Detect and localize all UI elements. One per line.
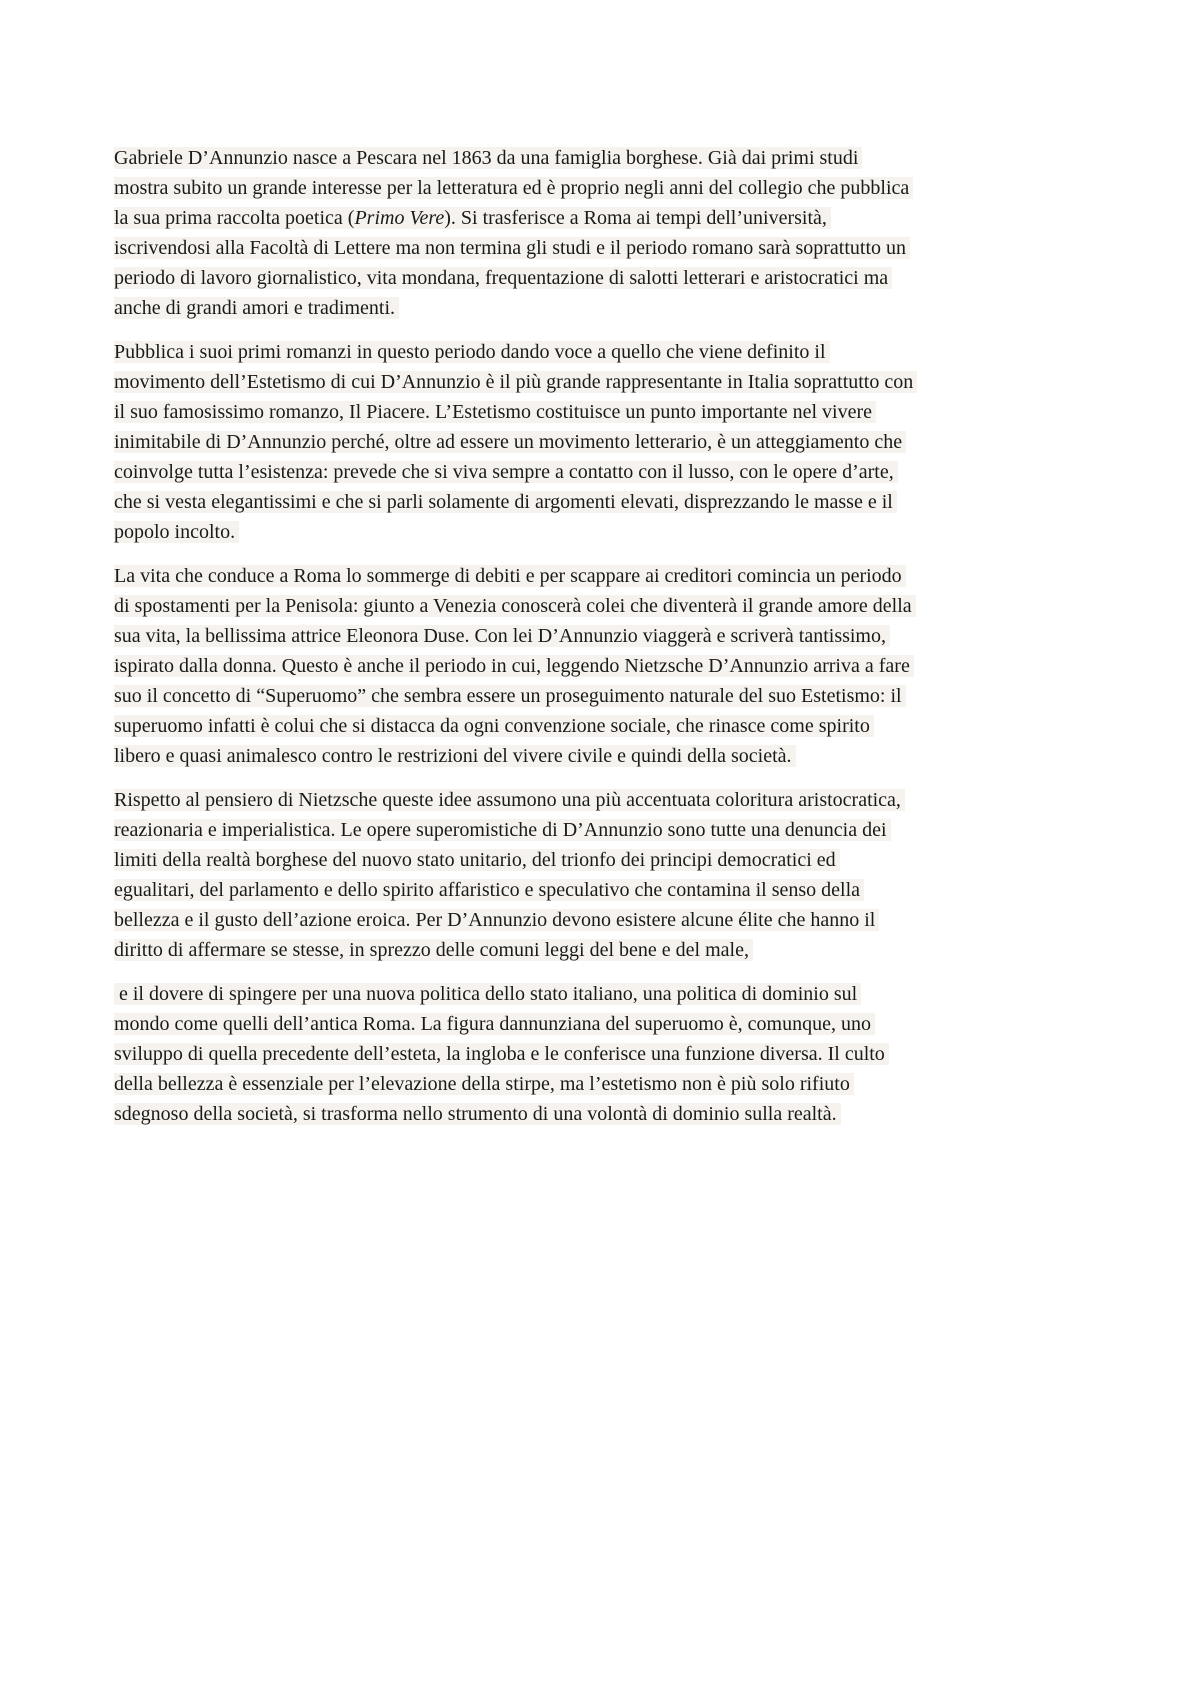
text-line: sua vita, la bellissima attrice Eleonora Duse. Con lei D’Annunzio viaggerà e scriverà tantissimo, [114, 621, 1114, 651]
text-line: Rispetto al pensiero di Nietzsche queste idee assumono una più accentuata coloritura aristocratica, [114, 785, 1114, 815]
text-line: mondo come quelli dell’antica Roma. La figura dannunziana del superuomo è, comunque, uno [114, 1009, 1114, 1039]
text-line: Gabriele D’Annunzio nasce a Pescara nel 1863 da una famiglia borghese. Già dai primi studi [114, 143, 1114, 173]
text-line: popolo incolto. [114, 517, 1114, 547]
text-line: inimitabile di D’Annunzio perché, oltre ad essere un movimento letterario, è un atteggiamento che [114, 427, 1114, 457]
text-line: Pubblica i suoi primi romanzi in questo periodo dando voce a quello che viene definito il [114, 337, 1114, 367]
paragraph [114, 143, 1114, 323]
text-line: il suo famosissimo romanzo, Il Piacere. L’Estetismo costituisce un punto importante nel vivere [114, 397, 1114, 427]
text-line: della bellezza è essenziale per l’elevazione della stirpe, ma l’estetismo non è più solo rifiuto [114, 1069, 1114, 1099]
book-title: Primo Vere [354, 207, 445, 229]
paragraph [114, 785, 1114, 965]
text-line: periodo di lavoro giornalistico, vita mondana, frequentazione di salotti letterari e aristocratici ma [114, 263, 1114, 293]
text-line: che si vesta elegantissimi e che si parli solamente di argomenti elevati, disprezzando le masse e il [114, 487, 1114, 517]
text-line: e il dovere di spingere per una nuova politica dello stato italiano, una politica di dominio sul [114, 979, 1114, 1009]
text-line: la sua prima raccolta poetica (Primo Vere). Si trasferisce a Roma ai tempi dell’università, [114, 203, 1114, 233]
text-line: limiti della realtà borghese del nuovo stato unitario, del trionfo dei principi democratici ed [114, 845, 1114, 875]
text-line: superuomo infatti è colui che si distacca da ogni convenzione sociale, che rinasce come spirito [114, 711, 1114, 741]
text-line: iscrivendosi alla Facoltà di Lettere ma non termina gli studi e il periodo romano sarà soprattutto un [114, 233, 1114, 263]
text-line: diritto di affermare se stesse, in sprezzo delle comuni leggi del bene e del male, [114, 935, 1114, 965]
paragraph [114, 561, 1114, 771]
text-line: coinvolge tutta l’esistenza: prevede che si viva sempre a contatto con il lusso, con le opere d’arte, [114, 457, 1114, 487]
paragraph [114, 337, 1114, 547]
text-line: anche di grandi amori e tradimenti. [114, 293, 1114, 323]
text-line: bellezza e il gusto dell’azione eroica. Per D’Annunzio devono esistere alcune élite che hanno il [114, 905, 1114, 935]
text-line: La vita che conduce a Roma lo sommerge di debiti e per scappare ai creditori comincia un periodo [114, 561, 1114, 591]
document-body [114, 143, 1114, 1143]
text-line: reazionaria e imperialistica. Le opere superomistiche di D’Annunzio sono tutte una denuncia dei [114, 815, 1114, 845]
text-line: movimento dell’Estetismo di cui D’Annunzio è il più grande rappresentante in Italia soprattutto con [114, 367, 1114, 397]
text-line: egualitari, del parlamento e dello spirito affaristico e speculativo che contamina il senso della [114, 875, 1114, 905]
text-line: libero e quasi animalesco contro le restrizioni del vivere civile e quindi della società. [114, 741, 1114, 771]
text-line: sdegnoso della società, si trasforma nello strumento di una volontà di dominio sulla realtà. [114, 1099, 1114, 1129]
text-line: mostra subito un grande interesse per la letteratura ed è proprio negli anni del collegio che pubblica [114, 173, 1114, 203]
text-line: di spostamenti per la Penisola: giunto a Venezia conoscerà colei che diventerà il grande amore della [114, 591, 1114, 621]
text-line: suo il concetto di “Superuomo” che sembra essere un proseguimento naturale del suo Estetismo: il [114, 681, 1114, 711]
text-line: sviluppo di quella precedente dell’esteta, la ingloba e le conferisce una funzione diversa. Il culto [114, 1039, 1114, 1069]
paragraph [114, 979, 1114, 1129]
text-line: ispirato dalla donna. Questo è anche il periodo in cui, leggendo Nietzsche D’Annunzio arriva a fare [114, 651, 1114, 681]
